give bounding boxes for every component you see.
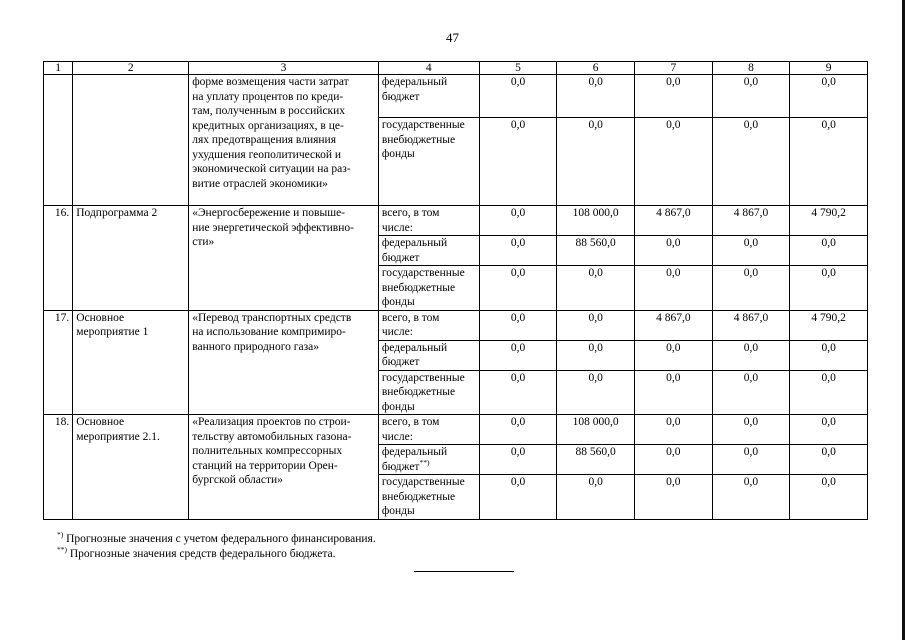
amount-cell: 0,0 (479, 340, 557, 370)
text-line (382, 385, 476, 400)
text-line (382, 118, 476, 133)
text-line (382, 236, 476, 251)
amount-cell: 0,0 (479, 370, 557, 415)
footnote-ref: **) (419, 457, 430, 467)
amount-cell: 0,0 (712, 75, 790, 118)
funding-source (378, 340, 479, 370)
source-text: внебюджетные (381, 281, 456, 294)
footnotes (57, 532, 376, 562)
funding-source (378, 415, 479, 445)
amount-cell: 0,0 (790, 340, 868, 370)
text-line: Основное (76, 416, 125, 428)
program-name (73, 75, 189, 206)
amount-cell: 0,0 (634, 340, 712, 370)
text-line (382, 371, 476, 386)
amount-cell: 0,0 (712, 370, 790, 415)
footnote-text: Прогнозные значения средств федерального бюджета. (67, 548, 336, 560)
funding-source (378, 310, 479, 340)
text-line (381, 457, 476, 475)
source-text: бюджет (381, 460, 420, 473)
amount-cell: 0,0 (634, 415, 712, 445)
funding-source (378, 266, 479, 311)
text-line (382, 400, 476, 415)
amount-cell: 0,0 (479, 310, 557, 340)
source-text: бюджет (381, 90, 420, 103)
text-line (382, 266, 476, 281)
source-text: государственные (381, 119, 465, 131)
footnote-mark: *) (57, 530, 64, 540)
text-line (382, 475, 476, 490)
row-number (44, 75, 73, 206)
amount-cell: 0,0 (634, 118, 712, 206)
text-line (382, 90, 476, 105)
amount-cell: 0,0 (790, 370, 868, 415)
text-line (382, 133, 476, 148)
program-name (73, 206, 189, 311)
amount-cell: 0,0 (790, 236, 868, 266)
amount-cell: 0,0 (557, 266, 635, 311)
source-text: федеральный (381, 237, 448, 249)
amount-cell: 0,0 (634, 266, 712, 311)
footnote-text: Прогнозные значения с учетом федерального финансирования. (63, 533, 376, 545)
source-text: федеральный (381, 341, 448, 354)
amount-cell: 4 790,2 (790, 206, 868, 236)
source-text: государственные (381, 267, 465, 279)
text-line: лях предотвращения влияния (192, 134, 336, 146)
amount-cell: 0,0 (479, 415, 557, 445)
text-line: сти» (192, 236, 215, 248)
text-line: «Энергосбережение и повыше- (192, 207, 346, 219)
amount-cell: 0,0 (557, 75, 635, 118)
column-number: 1 (44, 62, 73, 75)
text-line (382, 430, 476, 445)
text-line (382, 504, 476, 519)
text-line (382, 311, 476, 326)
row-number: 16. (44, 206, 73, 311)
column-number: 7 (634, 62, 712, 75)
amount-cell: 0,0 (790, 445, 868, 475)
column-number: 4 (378, 62, 479, 75)
amount-cell: 0,0 (557, 310, 635, 340)
amount-cell: 0,0 (634, 75, 712, 118)
text-line (382, 251, 476, 266)
amount-cell: 0,0 (479, 475, 557, 520)
amount-cell: 0,0 (712, 266, 790, 311)
text-line: кредитных организациях, в це- (192, 119, 344, 132)
amount-cell: 0,0 (712, 236, 790, 266)
amount-cell: 88 560,0 (557, 236, 635, 266)
row-number: 17. (44, 310, 73, 415)
amount-cell: 0,0 (712, 475, 790, 520)
text-line: Подпрограмма 2 (76, 207, 158, 219)
budget-table (43, 61, 868, 520)
amount-cell: 0,0 (790, 118, 868, 206)
amount-cell: 0,0 (790, 266, 868, 311)
amount-cell: 4 867,0 (712, 310, 790, 340)
funding-source (378, 475, 479, 520)
amount-cell: 0,0 (790, 475, 868, 520)
column-number: 9 (790, 62, 868, 75)
row-number: 18. (44, 415, 73, 520)
funding-source (378, 236, 479, 266)
text-line (382, 490, 476, 505)
source-text: всего, в том (381, 416, 440, 428)
text-line (382, 147, 476, 162)
amount-cell: 0,0 (557, 118, 635, 206)
text-line (382, 341, 476, 356)
column-number: 6 (557, 62, 635, 75)
text-line (382, 75, 476, 90)
amount-cell: 0,0 (712, 445, 790, 475)
program-description (189, 310, 379, 415)
amount-cell: 4 867,0 (712, 206, 790, 236)
program-name (73, 415, 189, 520)
column-number: 2 (73, 62, 189, 75)
source-text: внебюджетные (381, 133, 456, 146)
text-line: бургской области» (192, 474, 283, 486)
amount-cell: 0,0 (479, 266, 557, 311)
column-number-row (44, 62, 868, 75)
text-line (382, 295, 476, 310)
source-text: всего, в том (381, 311, 440, 324)
amount-cell: 0,0 (557, 370, 635, 415)
source-text: фонды (381, 148, 415, 160)
text-line: полнительных компрессорных (192, 445, 343, 457)
amount-cell: 0,0 (634, 475, 712, 520)
source-text: числе: (381, 430, 413, 443)
table-row (44, 310, 868, 340)
amount-cell: 108 000,0 (557, 415, 635, 445)
separator-line (414, 571, 514, 572)
text-line: тельству автомобильных газона- (192, 430, 352, 443)
amount-cell: 4 867,0 (634, 310, 712, 340)
source-text: внебюджетные (381, 490, 456, 503)
source-text: внебюджетные (381, 386, 456, 398)
funding-source (378, 75, 479, 118)
table-row (44, 206, 868, 236)
column-number: 3 (189, 62, 379, 75)
funding-source (378, 118, 479, 206)
amount-cell: 4 790,2 (790, 310, 868, 340)
amount-cell: 0,0 (790, 75, 868, 118)
source-text: фонды (381, 400, 415, 413)
program-name (73, 310, 189, 415)
source-text: фонды (381, 296, 415, 308)
amount-cell: 0,0 (479, 118, 557, 206)
source-text: всего, в том (381, 207, 440, 219)
source-text: числе: (381, 326, 413, 338)
source-text: государственные (381, 476, 465, 488)
source-text: федеральный (381, 446, 448, 458)
text-line: станций на территории Орен- (192, 459, 338, 472)
source-text: числе: (381, 221, 413, 234)
text-line (382, 206, 476, 221)
source-text: государственные (381, 371, 465, 384)
source-text: бюджет (381, 356, 420, 368)
text-line: ние энергетической эффективно- (192, 221, 354, 234)
text-line: ванного природного газа» (192, 340, 319, 353)
text-line (382, 415, 476, 430)
text-line: на уплату процентов по креди- (192, 90, 344, 103)
text-line: мероприятие 2.1. (76, 430, 160, 443)
table-row (44, 415, 868, 445)
amount-cell: 4 867,0 (634, 206, 712, 236)
text-line: форме возмещения части затрат (192, 76, 349, 88)
funding-source (378, 445, 479, 475)
footnote-mark: **) (57, 545, 67, 555)
amount-cell: 88 560,0 (557, 445, 635, 475)
funding-source (378, 370, 479, 415)
text-line (382, 221, 476, 236)
amount-cell: 0,0 (712, 340, 790, 370)
amount-cell: 0,0 (634, 370, 712, 415)
amount-cell: 0,0 (712, 118, 790, 206)
text-line: мероприятие 1 (76, 326, 149, 338)
footnote (57, 532, 376, 547)
column-number: 5 (479, 62, 557, 75)
page-number: 47 (446, 30, 459, 45)
amount-cell: 0,0 (712, 415, 790, 445)
text-line: экономической ситуации на раз- (192, 163, 351, 175)
footnote (57, 547, 376, 562)
text-line: ухудшения геополитической и (192, 148, 342, 161)
source-text: фонды (381, 505, 415, 517)
source-text: федеральный (381, 76, 448, 88)
text-line: там, полученным в российских (192, 105, 346, 117)
amount-cell: 0,0 (634, 445, 712, 475)
text-line: витие отраслей экономики» (192, 177, 328, 190)
text-line: Основное (76, 311, 125, 324)
amount-cell: 0,0 (790, 415, 868, 445)
text-line: «Перевод транспортных средств (192, 311, 352, 324)
funding-source (378, 206, 479, 236)
amount-cell: 0,0 (479, 236, 557, 266)
column-number: 8 (712, 62, 790, 75)
amount-cell: 0,0 (479, 445, 557, 475)
text-line (382, 281, 476, 296)
amount-cell: 108 000,0 (557, 206, 635, 236)
amount-cell: 0,0 (557, 475, 635, 520)
source-text: бюджет (381, 251, 420, 264)
program-description (189, 206, 379, 311)
text-line (382, 325, 476, 340)
amount-cell: 0,0 (479, 206, 557, 236)
text-line: «Реализация проектов по строи- (192, 416, 351, 428)
amount-cell: 0,0 (557, 340, 635, 370)
program-description (189, 415, 379, 520)
amount-cell: 0,0 (634, 236, 712, 266)
amount-cell: 0,0 (479, 75, 557, 118)
program-description (189, 75, 379, 206)
text-line: на использование компримиро- (192, 326, 346, 338)
table-row (44, 75, 868, 118)
text-line (382, 355, 476, 370)
